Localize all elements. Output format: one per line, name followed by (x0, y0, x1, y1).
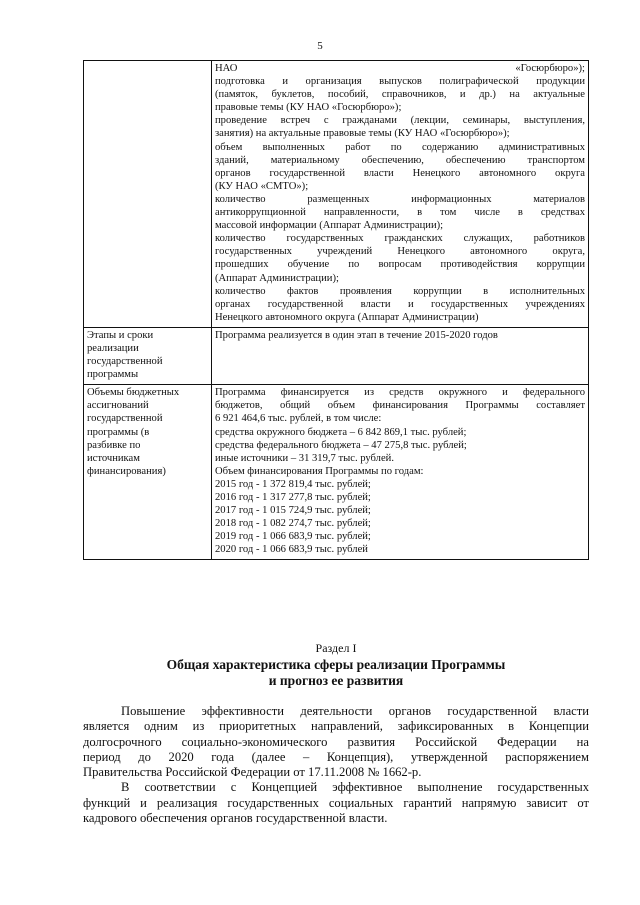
content-line: занятия) на актуальные правовые темы (КУ НАО «Госюрбюро»); (215, 128, 510, 140)
table-row (84, 61, 589, 328)
table-label-cell (84, 61, 212, 328)
label-line: программы (87, 369, 139, 381)
content-line: (Аппарат Администрации); (215, 272, 339, 284)
table-content-cell (212, 327, 589, 384)
paragraph (83, 704, 589, 780)
label-line: источникам (87, 452, 140, 464)
section-title-line: и прогноз ее развития (268, 673, 404, 688)
content-line: прошедших обучение по вопросам противодействия коррупции (215, 259, 585, 271)
content-line: объем выполненных работ по содержанию административных (215, 141, 585, 153)
label-line: разбивке по (87, 439, 141, 451)
body-text (83, 704, 589, 826)
paragraph-line: Повышение эффективности деятельности органов государственной власти (121, 704, 589, 718)
content-line: средства окружного бюджета – 6 842 869,1 тыс. рублей; (215, 426, 467, 438)
content-line: 2018 год - 1 082 274,7 тыс. рублей; (215, 518, 371, 530)
content-line: количество размещенных информационных материалов (215, 193, 585, 205)
content-line: (КУ НАО «СМТО»); (215, 180, 309, 192)
paragraph (83, 780, 589, 826)
paragraph-line: долгосрочного социально-экономического развития Российской Федерации на (83, 734, 589, 749)
paragraph-line: период до 2020 года (далее – Концепция), утвержденной распоряжением (83, 749, 589, 764)
content-line: Ненецкого автономного округа (Аппарат Администрации) (215, 311, 479, 323)
content-line: 2016 год - 1 317 277,8 тыс. рублей; (215, 492, 371, 503)
label-line: ассигнований (87, 400, 149, 412)
label-line: финансирования) (87, 465, 166, 477)
content-line: антикоррупционной направленности, в том числе в средствах (215, 207, 585, 219)
program-passport-table (83, 60, 589, 560)
content-line: органов государственной власти Ненецкого автономного округа (215, 167, 585, 179)
page-number: 5 (317, 40, 323, 52)
content-line: зданий, материальному обеспечению, обеспечению транспортом (215, 154, 585, 166)
label-line: Этапы и сроки (87, 329, 154, 341)
content-line: массовой информации (Аппарат Администрации); (215, 220, 444, 232)
table-row (84, 327, 589, 384)
paragraph-line: является одним из приоритетных направлений, зафиксированных в Концепции (83, 719, 589, 734)
content-line: 2017 год - 1 015 724,9 тыс. рублей; (215, 505, 371, 517)
section-label: Раздел I (315, 641, 357, 655)
label-line: программы (в (87, 426, 150, 438)
paragraph-line: функций и реализация государственных социальных гарантий напрямую зависит от (83, 795, 589, 810)
content-line: 2020 год - 1 066 683,9 тыс. рублей (215, 544, 368, 556)
content-line: средства федерального бюджета – 47 275,8 тыс. рублей; (215, 439, 467, 451)
label-line: реализации (87, 342, 139, 354)
paragraph-line: В соответствии с Концепцией эффективное выполнение государственных (121, 780, 589, 795)
content-line: проведение встреч с гражданами (лекции, семинары, выступления, (215, 115, 585, 127)
content-line: НАО «Госюрбюро»); (215, 63, 585, 74)
content-line: подготовка и организация выпусков полиграфической продукции (215, 76, 585, 88)
content-line: Объем финансирования Программы по годам: (215, 465, 424, 477)
content-line: количество фактов проявления коррупции в исполнительных (215, 285, 585, 297)
label-line: государственной (87, 413, 163, 425)
content-line: бюджетов, общий объем финансирования Программы составляет (215, 400, 585, 412)
paragraph-line: Правительства Российской Федерации от 17.11.2008 № 1662-р. (83, 765, 422, 780)
label-line: государственной (87, 356, 163, 368)
content-line: количество государственных гражданских служащих, работников (215, 233, 585, 245)
table-row (84, 385, 589, 560)
content-line: 6 921 464,6 тыс. рублей, в том числе: (215, 413, 382, 425)
content-line: (памяток, буклетов, пособий, справочников, и др.) на актуальные (215, 89, 585, 101)
content-line: 2015 год - 1 372 819,4 тыс. рублей; (215, 478, 371, 490)
paragraph-line: кадрового обеспечения органов государственной власти. (83, 811, 388, 826)
table-label-cell (84, 327, 212, 384)
content-line: Программа финансируется из средств окружного и федерального (215, 387, 585, 399)
section-title (83, 657, 589, 689)
content-line: 2019 год - 1 066 683,9 тыс. рублей; (215, 531, 371, 543)
section-title-line: Общая характеристика сферы реализации Программы (166, 657, 506, 672)
content-line: иные источники – 31 319,7 тыс. рублей. (215, 452, 394, 464)
table-content-cell (212, 385, 589, 560)
content-line: правовые темы (КУ НАО «Госюрбюро»); (215, 102, 402, 114)
table-content-cell (212, 61, 589, 328)
table-label-cell (84, 385, 212, 560)
label-line: Объемы бюджетных (87, 387, 180, 399)
content-line: государственных учреждений Ненецкого автономного округа, (215, 246, 585, 258)
content-line: Программа реализуется в один этап в течение 2015-2020 годов (215, 329, 498, 341)
content-line: органах государственной власти и государственных учреждениях (215, 298, 585, 310)
